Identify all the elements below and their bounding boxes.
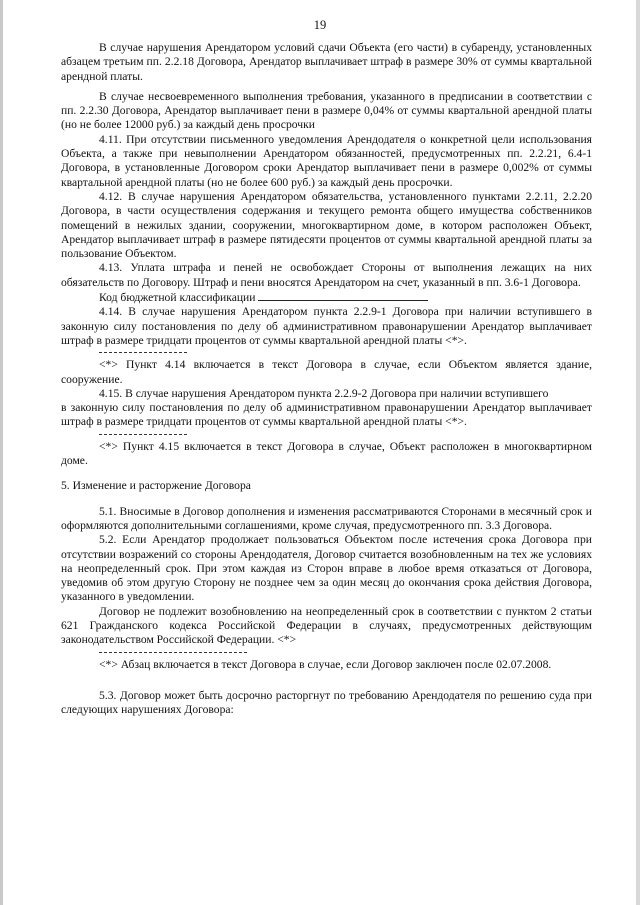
section-5-title: 5. Изменение и расторжение Договора [61,479,251,493]
page-number: 19 [313,18,327,32]
paragraph-budget-code [61,290,592,305]
paragraph-4-15-continued: в законную силу постановления по делу об административном правонарушении Арендатор выплачивает штраф в размере тридцати процентов от суммы квартальной арендной платы <*>. [61,401,592,429]
paragraph-no-renewal: Договор не подлежит возобновлению на неопределенный срок в соответствии с пунктом 2 статьи 621 Гражданского кодекса Российской Федерации в случаях, предусмотренных действующим законодательством Российской Федерации. <*> [61,604,592,647]
footnote-separator [99,434,187,435]
paragraph-order-penalty: В случае несвоевременного выполнения требования, указанного в предписании в соответствии с пп. 2.2.30 Договора, Арендатор выплачивает пени в размере 0,04% от суммы квартальной арендной платы (но не более 12000 руб.) за каждый день просрочки [61,89,592,132]
footnote-separator [99,652,247,653]
footnote-4-14: <*> Пункт 4.14 включается в текст Договора в случае, если Объектом является здание, сооружение. [61,358,592,386]
paragraph-sublease-penalty: В случае нарушения Арендатором условий сдачи Объекта (его части) в субаренду, установленных абзацем третьим пп. 2.2.18 Договора, Арендатор выплачивает штраф в размере 30% от суммы квартальной арендной платы. [61,41,592,83]
scan-edge-left [0,0,3,905]
paragraph-4-15: 4.15. В случае нарушения Арендатором пункта 2.2.9-2 Договора при наличии вступившего [99,386,549,400]
footnote-separator [99,352,187,353]
budget-code-label: Код бюджетной классификации [99,291,256,305]
paragraph-5-1: 5.1. Вносимые в Договор дополнения и изменения рассматриваются Сторонами в месячный срок и оформляются дополнительными соглашениями, кроме случая, предусмотренного пп. 3.3 Договора. [61,504,592,532]
budget-code-blank [258,290,428,301]
scan-edge-right [636,0,640,905]
paragraph-5-2: 5.2. Если Арендатор продолжает пользоваться Объектом после истечения срока Договора при отсутствии возражений со стороны Арендодателя, Договор считается возобновленным на тех же условиях на неопределенный срок. При этом каждая из Сторон вправе в любое время отказаться от Договора, уведомив об этом другую Сторону не позднее чем за один месяц до окончания срока действия Договора, указанного в уведомлении. [61,533,592,604]
footnote-abzac: <*> Абзац включается в текст Договора в случае, если Договор заключен после 02.07.2008. [99,657,552,671]
document-body [61,41,592,717]
footnote-4-15: <*> Пункт 4.15 включается в текст Договора в случае, Объект расположен в многоквартирном доме. [61,439,592,468]
paragraph-4-14: 4.14. В случае нарушения Арендатором пункта 2.2.9-1 Договора при наличии вступившего в законную силу постановления по делу об административном правонарушении Арендатор выплачивает штраф в размере тридцати процентов от суммы квартальной арендной платы <*>. [61,305,592,347]
paragraph-4-11: 4.11. При отсутствии письменного уведомления Арендодателя о конкретной цели использования Объекта, а также при невыполнении Арендатором обязанностей, предусмотренных пп. 2.2.21, 6.4-1 Договора, в установленные Договором сроки Арендатор выплачивает пени в размере 0,002% от суммы квартальной арендной платы (но не более 600 руб.) за каждый день просрочки. [61,132,592,189]
paragraph-4-12: 4.12. В случае нарушения Арендатором обязательства, установленного пунктами 2.2.11, 2.2.20 Договора, в части осуществления содержания и текущего ремонта общего имущества собственников помещений в нежилых здании, сооружении, многоквартирном доме, в котором расположен Объект, Арендатор выплачивает штраф в размере пятидесяти процентов от суммы квартальной арендной платы за пользование Объектом. [61,189,592,261]
paragraph-5-3: 5.3. Договор может быть досрочно расторгнут по требованию Арендодателя по решению суда при следующих нарушениях Договора: [61,688,592,717]
paragraph-4-13: 4.13. Уплата штрафа и пеней не освобождает Стороны от выполнения лежащих на них обязательств по Договору. Штраф и пени вносятся Арендатором на счет, указанный в пп. 3.6-1 Договора. [61,261,592,289]
